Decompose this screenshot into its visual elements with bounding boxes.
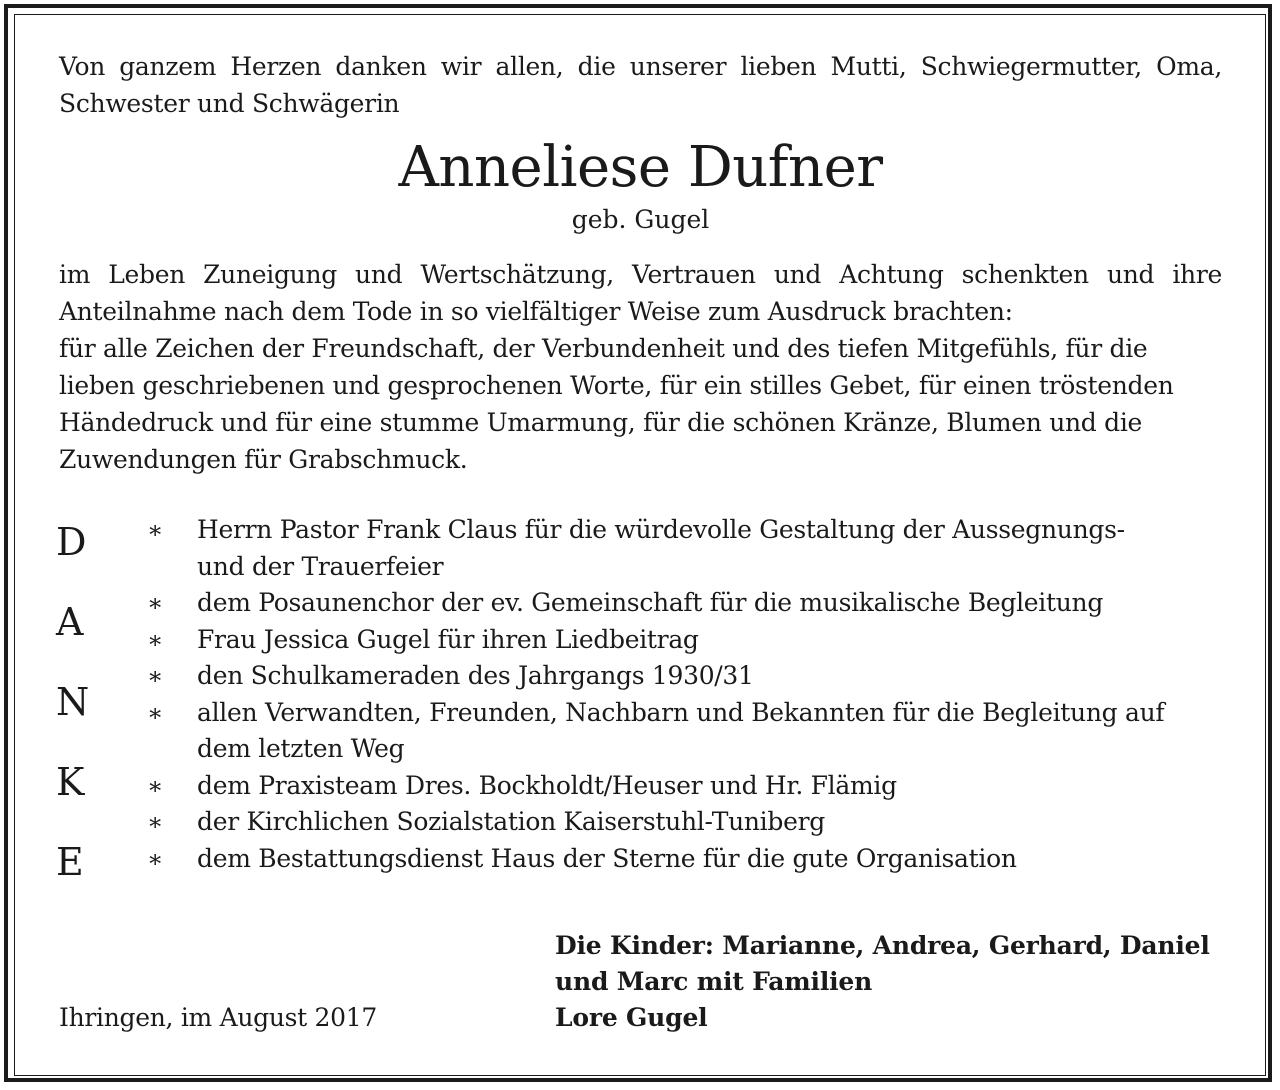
asterisk-icon: ∗: [147, 771, 164, 800]
list-item: [147, 585, 1167, 622]
list-item: [147, 622, 1167, 659]
place-date: Ihringen, im August 2017: [59, 1003, 377, 1032]
list-item-text: der Kirchlichen Sozialstation Kaiserstuhl-Tuniberg: [197, 807, 825, 836]
signers: [555, 928, 1235, 1036]
list-item: [147, 695, 1167, 768]
signer-line: und Marc mit Familien: [555, 967, 873, 996]
asterisk-icon: ∗: [147, 698, 164, 727]
list-item-text: allen Verwandten, Freunden, Nachbarn und Bekannten für die Begleitung auf dem letzten Weg: [197, 697, 1165, 763]
signer-line: Lore Gugel: [555, 1003, 708, 1032]
danke-letter: A: [56, 600, 84, 644]
intro-text: Von ganzem Herzen danken wir allen, die unserer lieben Mutti, Schwiegermutter, Oma, Schwester und Schwägerin: [59, 52, 1222, 118]
birth-name: geb. Gugel: [571, 205, 710, 234]
danke-acrostic: [56, 502, 96, 902]
notice-content: [56, 48, 1222, 1032]
body-text-2: für alle Zeichen der Freundschaft, der Verbundenheit und des tiefen Mitgefühls, für die lieben geschriebenen und gesprochenen Worte, für ein stilles Gebet, für einen tröstenden Händedruck und für eine stumme Umarmung, für die schönen Kränze, Blumen und die Zuwendungen für Grabschmuck.: [59, 334, 1174, 474]
list-item: [147, 841, 1167, 878]
danke-letter: K: [56, 760, 85, 804]
asterisk-icon: ∗: [147, 808, 164, 836]
list-item-text: Herrn Pastor Frank Claus für die würdevolle Gestaltung der Aussegnungs- und der Trauerfeier: [197, 515, 1125, 581]
list-item-text: Frau Jessica Gugel für ihren Liedbeitrag: [197, 624, 699, 654]
thanks-list: [147, 512, 1167, 877]
list-item: [147, 512, 1167, 585]
asterisk-icon: ∗: [147, 516, 164, 544]
asterisk-icon: ∗: [147, 589, 164, 617]
danke-letter: D: [56, 520, 87, 564]
asterisk-icon: ∗: [147, 625, 164, 654]
danke-letter: E: [56, 840, 84, 884]
danke-section: [56, 502, 1222, 884]
danke-letter: N: [56, 680, 90, 724]
signer-line: Die Kinder: Marianne, Andrea, Gerhard, Daniel: [555, 931, 1210, 960]
list-item: [147, 658, 1167, 695]
list-item: [147, 804, 1167, 841]
asterisk-icon: ∗: [147, 844, 164, 873]
list-item-text: den Schulkameraden des Jahrgangs 1930/31: [197, 661, 754, 690]
list-item-text: dem Bestattungsdienst Haus der Sterne für die gute Organisation: [197, 843, 1017, 873]
deceased-name: Anneliese Dufner: [398, 135, 883, 200]
asterisk-icon: ∗: [147, 662, 164, 690]
list-item: [147, 768, 1167, 805]
body-text-1: im Leben Zuneigung und Wertschätzung, Vertrauen und Achtung schenkten und ihre Anteilnahme nach dem Tode in so vielfältiger Weise zum Ausdruck brachten:: [59, 260, 1222, 326]
list-item-text: dem Posaunenchor der ev. Gemeinschaft für die musikalische Begleitung: [197, 588, 1104, 617]
list-item-text: dem Praxisteam Dres. Bockholdt/Heuser und Hr. Flämig: [197, 770, 897, 800]
